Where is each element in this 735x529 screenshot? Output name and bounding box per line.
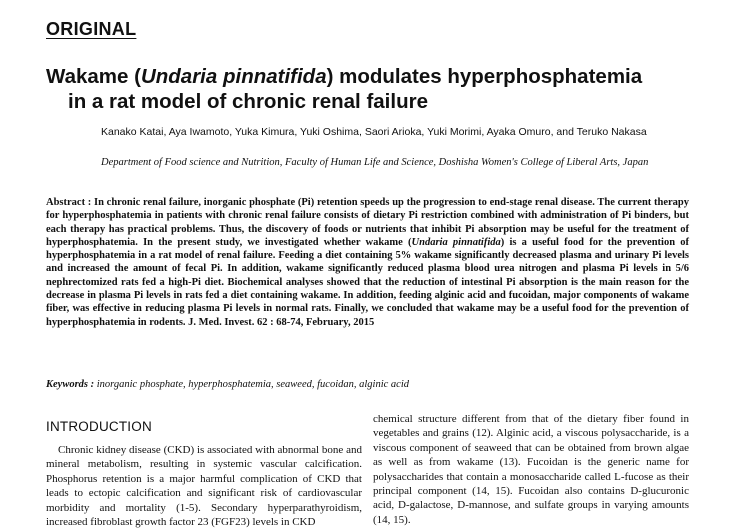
author-list: Kanako Katai, Aya Iwamoto, Yuka Kimura, Yuki Oshima, Saori Arioka, Yuki Morimi, Ayaka Omuro, and Teruko Nakasa — [101, 126, 647, 138]
abstract-text-1: In chronic renal failure, inorganic phosphate (Pi) retention speeds up the progression to end-stage renal disease. The current therapy for hyperphosphatemia in patients with chronic renal failure consists of dietary Pi restriction combined with administration of Pi binders, but each therapy has practical problems. Thus, the discovery of foods or nutrients that inhibit Pi absorption may be useful for the treatment of hyperphosphatemia. In the present study, we investigated whether wakame ( — [46, 197, 689, 248]
title-part1: Wakame ( — [46, 65, 141, 88]
keywords-text: inorganic phosphate, hyperphosphatemia, seaweed, fucoidan, alginic acid — [96, 379, 409, 390]
article-title — [46, 64, 726, 114]
title-part2: ) modulates hyperphosphatemia — [326, 65, 643, 88]
section-label: ORIGINAL — [46, 19, 137, 39]
abstract — [46, 196, 689, 329]
abstract-species: Undaria pinnatifida — [411, 236, 501, 248]
abstract-label: Abstract : — [46, 197, 95, 208]
title-line2: in a rat model of chronic renal failure — [68, 90, 428, 113]
intro-right-column: chemical structure different from that of the dietary fiber found in vegetables and grains (12). Alginic acid, a viscous polysaccharide, is a viscous component of seaweed that can be obtained from brown algae as well as from wakame (13). Fucoidan is the generic name for polysaccharides that contain a monosaccharide called L-fucose as their principal component (14, 15). Fucoidan also contains D-glucuronic acid, D-galactose, D-mannose, and sulfate groups in varying amounts (14, 15). — [373, 413, 689, 526]
keywords-label: Keywords : — [46, 379, 97, 390]
affiliation: Department of Food science and Nutrition, Faculty of Human Life and Science, Doshisha Women's College of Liberal Arts, Japan — [101, 157, 649, 168]
intro-left-column: Chronic kidney disease (CKD) is associated with abnormal bone and mineral metabolism, resulting in systemic vascular calcification. Phosphorus retention is a major harmful complication of CKD that leads to ectopic calcification and significant risk of cardiovascular morbidity and mortality (1-5). Secondary hyperparathyroidism, increased fibroblast growth factor 23 (FGF23) levels in CKD — [46, 444, 362, 529]
title-species: Undaria pinnatifida — [140, 65, 327, 88]
introduction-heading: INTRODUCTION — [46, 419, 152, 434]
abstract-text-2: ) is a useful food for the prevention of hyperphosphatemia in a rat model of renal failure. Feeding a diet containing 5% wakame significantly decreased plasma and urinary Pi levels and increased the amount of fecal Pi. In addition, wakame significantly reduced plasma blood urea nitrogen and plasma Pi levels in 5/6 nephrectomized rats fed a high-Pi diet. Biochemical analyses showed that the reduction of intestinal Pi absorption is the main reason for the decrease in plasma Pi levels in rats fed a diet containing wakame. In addition, feeding alginic acid and fucoidan, major components of wakame fiber, was effective in reducing plasma Pi levels in normal rats. Finally, we concluded that wakame may be a useful food for the prevention of hyperphosphatemia in rodents. J. Med. Invest. 62 : 68-74, February, 2015 — [46, 236, 689, 328]
keywords — [46, 379, 689, 390]
